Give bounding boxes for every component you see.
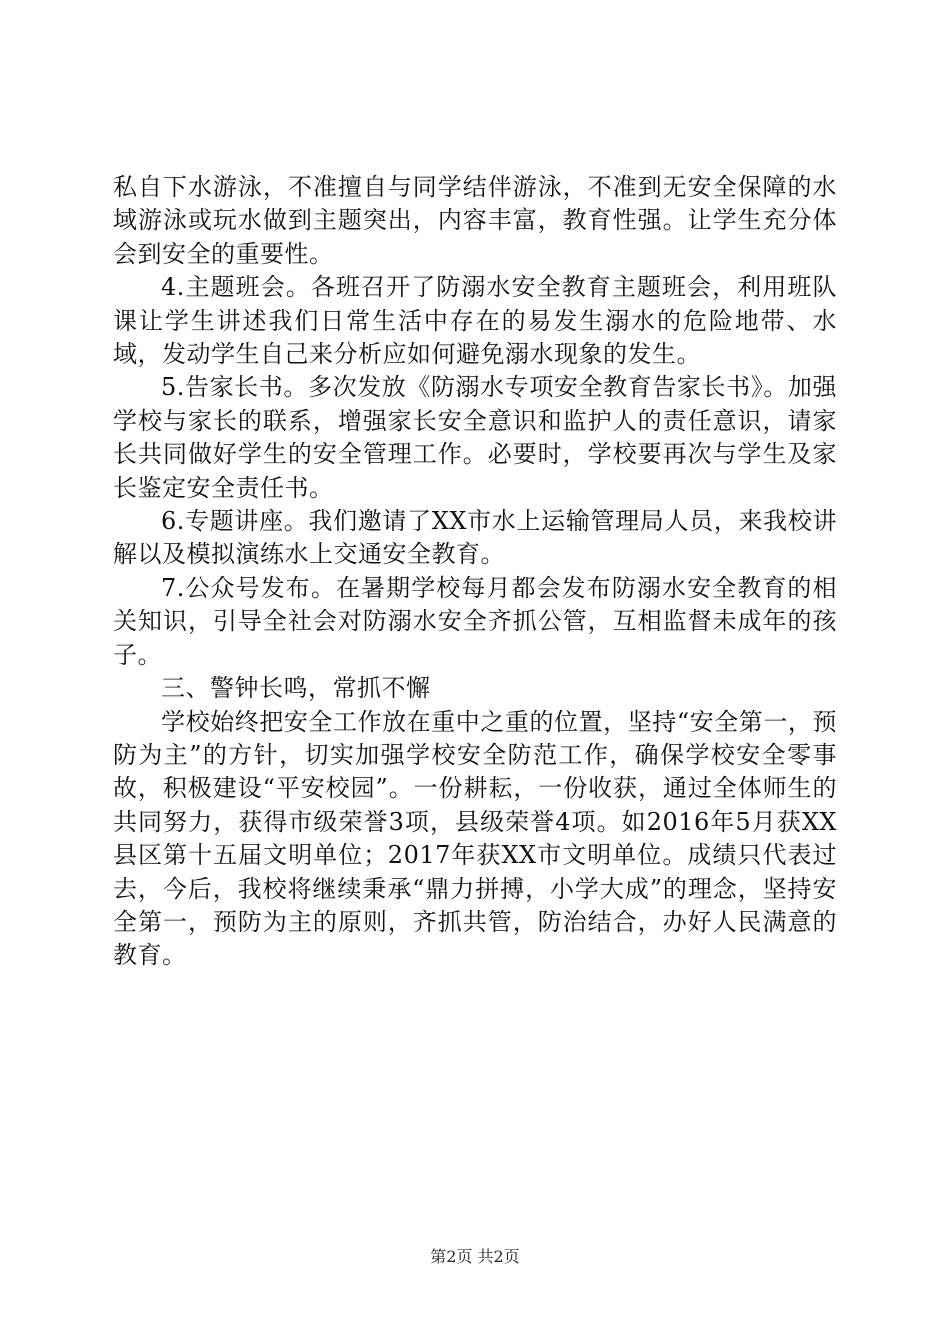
paragraph-continuation: 私自下水游泳，不准擅自与同学结伴游泳，不准到无安全保障的水域游泳或玩水做到主题突出，内容丰富，教育性强。让学生充分体会到安全的重要性。 (113, 173, 837, 268)
paragraph-special-lecture: 6.专题讲座。我们邀请了XX市水上运输管理局人员，来我校讲解以及模拟演练水上交通安全教育。 (113, 507, 837, 569)
paragraph-conclusion: 学校始终把安全工作放在重中之重的位置，坚持“安全第一，预防为主”的方针，切实加强学校安全防范工作，确保学校安全零事故，积极建设“平安校园”。一份耕耘，一份收获，通过全体师生的共同努力，获得市级荣誉3项，县级荣誉4项。如2016年5月获XX县区第十五届文明单位；2017年获XX市文明单位。成绩只代表过去，今后，我校将继续秉承“鼎力拼搏，小学大成”的理念，坚持安全第一，预防为主的原则，齐抓共管，防治结合，办好人民满意的教育。 (113, 707, 837, 970)
paragraph-parent-letter: 5.告家长书。多次发放《防溺水专项安全教育告家长书》。加强学校与家长的联系，增强家长安全意识和监护人的责任意识，请家长共同做好学生的安全管理工作。必要时，学校要再次与学生及家长鉴定安全责任书。 (113, 373, 837, 502)
page-footer: 第2页 共2页 (430, 1247, 520, 1266)
document-body (113, 171, 837, 973)
section-heading: 三、警钟长鸣，常抓不懈 (161, 674, 431, 703)
paragraph-public-account: 7.公众号发布。在暑期学校每月都会发布防溺水安全教育的相关知识，引导全社会对防溺水安全齐抓公管，互相监督未成年的孩子。 (113, 573, 837, 669)
paragraph-theme-class-meeting: 4.主题班会。各班召开了防溺水安全教育主题班会，利用班队课让学生讲述我们日常生活中存在的易发生溺水的危险地带、水域，发动学生自己来分析应如何避免溺水现象的发生。 (113, 273, 837, 369)
